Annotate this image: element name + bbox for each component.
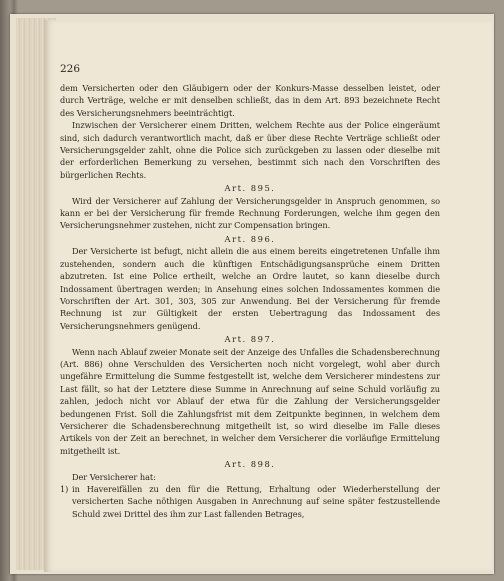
article-heading-898: Art. 898.	[224, 459, 276, 470]
paragraph-art-896: Der Versicherte ist befugt, nicht allein die aus einem bereits eingetretenen Unfalle ihm zustehenden, sondern auch die künftigen Entschädigungsansprüche einem Dritten abzutreten. Ist eine Police ertheilt, welche an Ordre lautet, so kann dieselbe durch Indossament übertragen werden; in Ansehung eines solchen Indossamentes kommen die Vorschriften der Art. 301, 303, 305 zur Anwendung. Bei der Versicherung für fremde Rechnung ist zur Gültigkeit der ersten Uebertragung das Indossament des Versicherungsnehmers genügend.	[60, 246, 440, 331]
article-heading-896: Art. 896.	[224, 233, 276, 244]
list-item-text: in Havereifällen zu den für die Rettung, Erhaltung oder Wiederherstellung der versicherten Sache nöthigen Ausgaben in Anrechnung auf seine später festzustellende Schuld zwei Drittel des ihm zur Last fallenden Betrages,	[72, 484, 440, 519]
paragraph-art-898-intro: Der Versicherer hat:	[72, 471, 156, 482]
paragraph-art-897: Wenn nach Ablauf zweier Monate seit der Anzeige des Unfalles die Schadensberechnung (Art. 886) ohne Verschulden des Versicherten noch nicht vorgelegt, wohl aber durch ungefähre Ermittelung die Summe festgestellt ist, welche dem Versicherer mindestens zur Last fällt, so hat der Letztere diese Summe in Anrechnung auf seine Schuld vorläufig zu zahlen, jedoch nicht vor Ablauf der etwa für die Zahlung der Versicherungsgelder bedungenen Frist. Soll die Zahlungsfrist mit dem Zeitpunkte beginnen, in welchem dem Versicherer die Schadensberechnung mitgetheilt ist, so wird dieselbe im Falle dieses Artikels von der Zeit an berechnet, in welcher dem Versicherer die vorläufige Ermittelung mitgetheilt ist.	[60, 346, 440, 456]
list-item	[60, 483, 440, 520]
article-heading-897: Art. 897.	[224, 334, 276, 345]
paragraph-art-895: Wird der Versicherer auf Zahlung der Versicherungsgelder in Anspruch genommen, so kann er bei der Versicherung für fremde Rechnung Forderungen, welche ihm gegen den Versicherungsnehmer zustehen, nicht zur Compensation bringen.	[60, 195, 440, 231]
article-heading-895: Art. 895.	[224, 183, 276, 194]
list-item-number: 1)	[60, 484, 69, 494]
paragraph-continued: dem Versicherten oder den Gläubigern oder der Konkurs-Masse desselben leistet, oder durch Verträge, welche er mit denselben schließt, das in dem Art. 893 bezeichnete Recht des Versicherungsnehmers beeinträchtigt.	[60, 83, 440, 118]
page-content	[60, 82, 440, 520]
paragraph-intervening: Inzwischen der Versicherer einem Dritten, welchem Rechte aus der Police eingeräumt sind, sich dadurch verantwortlich macht, daß er über diese Rechte Verträge schließt oder Versicherungsgelder zahlt, ohne die Police sich zurückgeben zu lassen oder dieselbe mit der erforderlichen Bemerkung zu versehen, bestimmt sich nach den Vorschriften des bürgerlichen Rechts.	[60, 120, 440, 180]
page-number: 226	[60, 63, 81, 75]
